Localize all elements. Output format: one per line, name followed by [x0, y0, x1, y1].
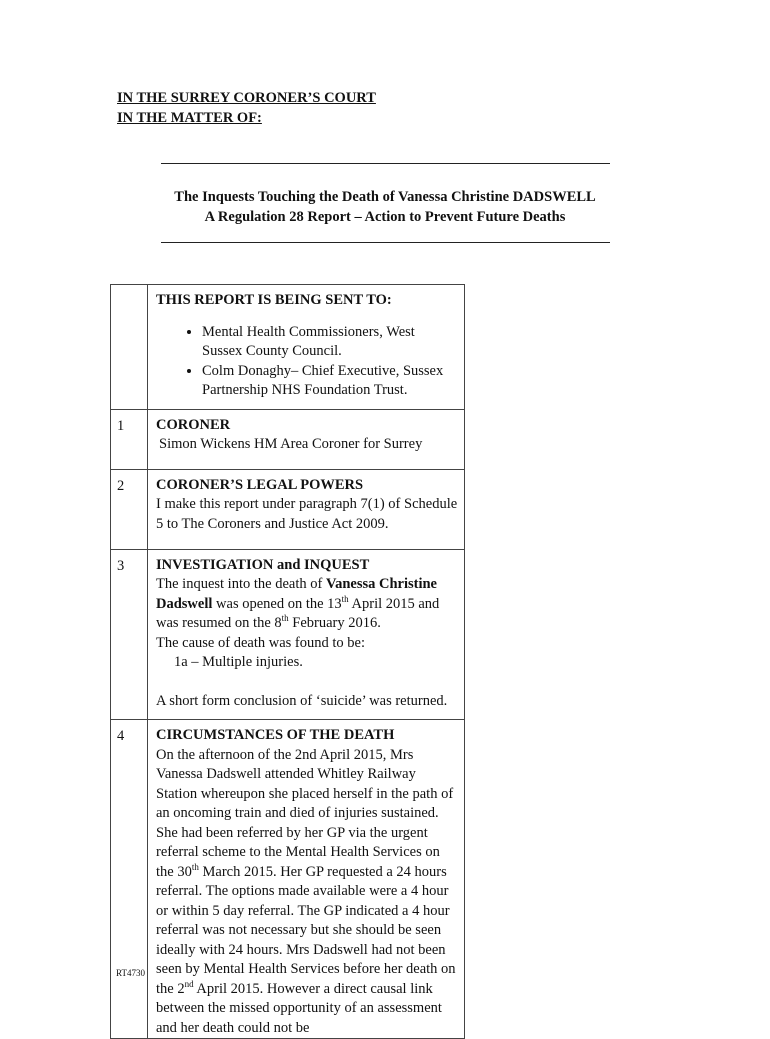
divider-top	[161, 163, 610, 164]
cause-of-death: 1a – Multiple injuries.	[174, 654, 303, 670]
ordinal-suffix: th	[341, 593, 349, 604]
divider-bottom	[161, 242, 610, 243]
powers-heading: CORONER’S LEGAL POWERS	[156, 476, 364, 493]
circumstances-text-1: On the afternoon of the 2nd April 2015, Mrs Vanessa Dadswell attended Whitley Railway Station whereupon she placed herself in the path of an oncoming train and died of injuries sustained. She had been referred by her GP via the urgent referral scheme to the Mental Health Services on the 30	[156, 746, 454, 880]
recipient-list	[156, 323, 458, 401]
investigation-heading: INVESTIGATION and INQUEST	[156, 556, 370, 573]
powers-text: I make this report under paragraph 7(1) of Schedule 5 to The Coroners and Justice Act 2009.	[156, 496, 458, 532]
conclusion-text: A short form conclusion of ‘suicide’ was returned.	[156, 692, 448, 709]
coroner-name: Simon Wickens HM Area Coroner for Surrey	[159, 436, 423, 452]
investigation-text-a: The inquest into the death of	[156, 576, 326, 592]
investigation-text	[156, 575, 458, 634]
table-row	[111, 285, 465, 410]
circumstances-heading: CIRCUMSTANCES OF THE DEATH	[156, 727, 395, 743]
ordinal-suffix: th	[281, 613, 289, 624]
section-number: 1	[111, 409, 148, 469]
ordinal-suffix: nd	[184, 978, 194, 989]
investigation-text-d: February 2016.	[288, 615, 381, 631]
coroner-heading: CORONER	[156, 416, 231, 433]
investigation-text-b: was opened on the 13	[212, 595, 342, 612]
matter-heading: IN THE MATTER OF:	[117, 110, 262, 126]
powers-cell	[148, 469, 465, 549]
list-item: • Colm Donaghy– Chief Executive, Sussex Partnership NHS Foundation Trust.	[202, 362, 458, 401]
sent-to-heading: THIS REPORT IS BEING SENT TO:	[156, 292, 392, 308]
court-heading: IN THE SURREY CORONER’S COURT	[117, 90, 376, 106]
list-item: • Mental Health Commissioners, West Sussex County Council.	[202, 323, 458, 362]
table-row	[111, 409, 465, 469]
section-number: 4	[111, 720, 148, 1039]
table-row	[111, 720, 465, 1039]
investigation-cell	[148, 549, 465, 720]
table-row	[111, 469, 465, 549]
investigation-text-c: April 2015 and was resumed on the 8	[156, 595, 440, 631]
section-number: 3	[111, 549, 148, 720]
deceased-name: Vanessa Christine Dadswell	[156, 576, 437, 612]
spacer	[156, 673, 458, 692]
cause-intro: The cause of death was found to be:	[156, 634, 365, 651]
circumstances-text	[156, 746, 458, 1039]
document-reference: RT4730	[116, 968, 145, 978]
circumstances-text-3: April 2015. However a direct causal link between the missed opportunity of an assessment and her death could not be	[156, 980, 442, 1036]
report-subtitle: A Regulation 28 Report – Action to Prevent Future Deaths	[204, 209, 566, 225]
sent-to-cell	[148, 285, 465, 410]
ordinal-suffix: th	[191, 861, 199, 872]
section-number	[111, 285, 148, 410]
coroner-cell	[148, 409, 465, 469]
circumstances-text-2: March 2015. Her GP requested a 24 hours referral. The options made available were a 4 hour or within 5 day referral. The GP indicated a 4 hour referral was not necessary but she should be seen ideally with 24 hours. Mrs Dadswell had not been seen by Mental Health Services before her death on the 2	[156, 863, 456, 997]
circumstances-cell	[148, 720, 465, 1039]
section-number: 2	[111, 469, 148, 549]
report-table	[110, 284, 465, 1039]
report-title: The Inquests Touching the Death of Vanessa Christine DADSWELL	[174, 189, 596, 205]
table-row	[111, 549, 465, 720]
